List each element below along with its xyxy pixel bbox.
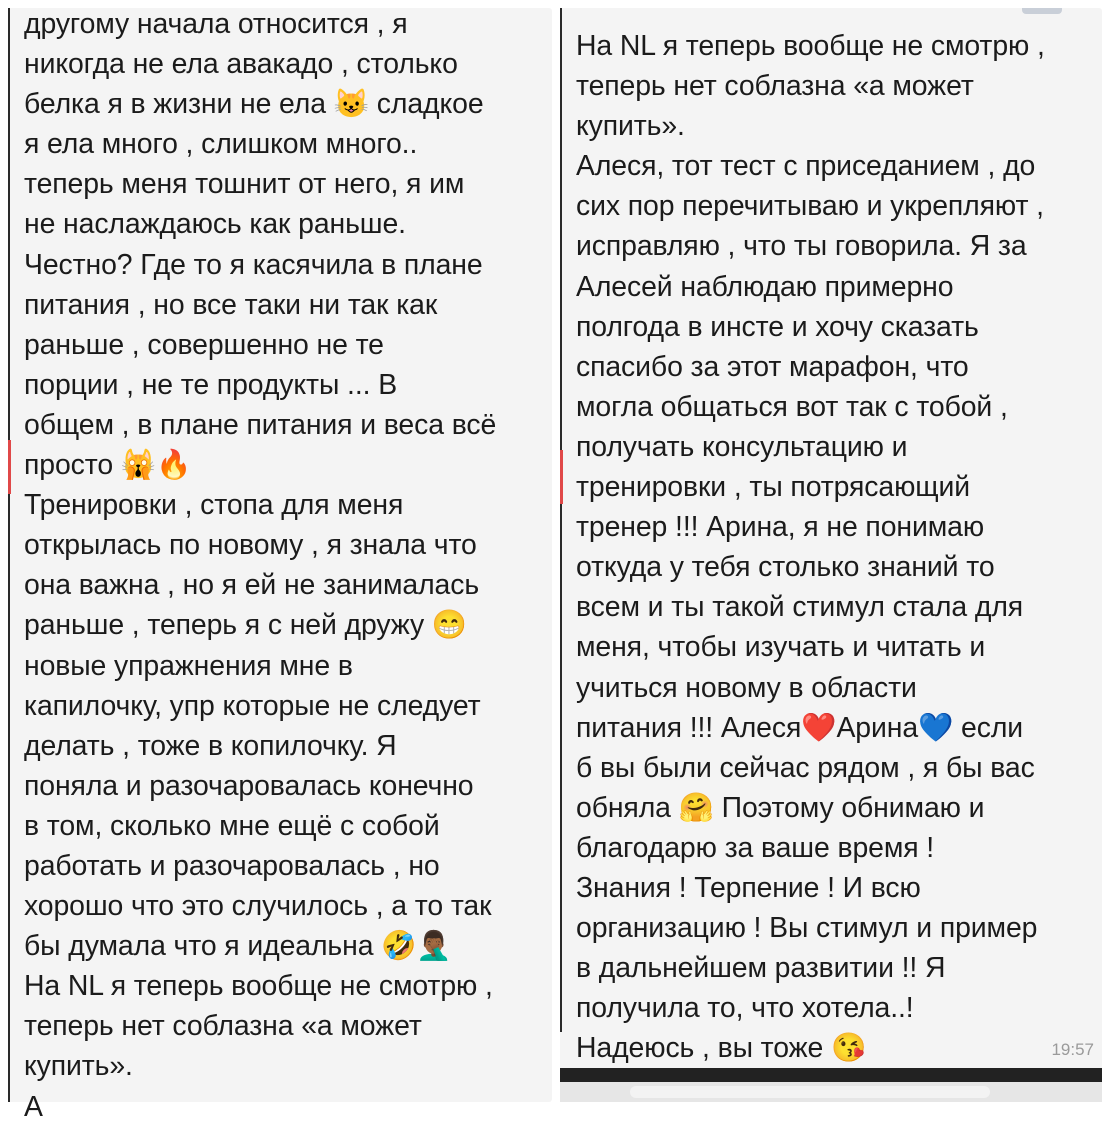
message-line: теперь нет соблазна «а может (576, 70, 974, 103)
message-line: всем и ты такой стимул стала для (576, 591, 1024, 624)
message-line: порции , не те продукты ... В (24, 368, 398, 401)
message-line: поняла и разочаровалась конечно (24, 769, 474, 802)
message-line: общем , в плане питания и веса всё (24, 408, 497, 441)
top-toolbar-edge (1022, 8, 1062, 14)
message-line: в дальнейшем развитии !! Я (576, 952, 946, 985)
message-line: купить». (576, 110, 685, 143)
right-red-marker (560, 450, 563, 504)
message-line: исправляю , что ты говорила. Я за (576, 230, 1027, 263)
message-line: бы думала что я идеальна 🤣🤦🏾‍♂️ (24, 930, 452, 963)
message-line: открылась по новому , я знала что (24, 529, 477, 562)
message-line: могла общаться вот так с тобой , (576, 390, 1008, 423)
message-line: никогда не ела авакадо , столько (24, 48, 458, 81)
message-line: тренировки , ты потрясающий (576, 471, 971, 504)
message-line: белка я в жизни не ела 😺 сладкое (24, 88, 484, 121)
message-line: тренер !!! Арина, я не понимаю (576, 511, 985, 544)
message-line: другому начала относится , я (24, 8, 408, 40)
message-line: б вы были сейчас рядом , я бы вас (576, 751, 1035, 784)
message-line: сих пор перечитываю и укрепляют , (576, 190, 1044, 223)
message-line: меня, чтобы изучать и читать и (576, 631, 986, 664)
message-line: работать и разочаровалась , но (24, 849, 440, 882)
message-line: откуда у тебя столько знаний то (576, 551, 995, 584)
message-line: А (24, 1090, 43, 1123)
message-line: теперь меня тошнит от него, я им (24, 168, 465, 201)
message-line: Знания ! Терпение ! И всю (576, 871, 921, 904)
left-message-bubble (24, 4, 496, 1127)
message-line: новые упражнения мне в (24, 649, 353, 682)
message-line: Надеюсь , вы тоже 😘 (576, 1032, 867, 1065)
message-line: хорошо что это случилось , а то так (24, 890, 492, 923)
message-line: она важна , но я ей не занималась (24, 569, 480, 602)
message-line: питания , но все таки ни так как (24, 288, 438, 321)
message-line: не наслаждаюсь как раньше. (24, 208, 406, 241)
message-line: получила то, что хотела..! (576, 992, 914, 1025)
message-line: я ела много , слишком много.. (24, 128, 418, 161)
message-line: благодарю за ваше время ! (576, 831, 935, 864)
right-message-bubble (576, 26, 1045, 1068)
message-line: спасибо за этот марафон, что (576, 350, 969, 383)
message-line: полгода в инсте и хочу сказать (576, 310, 979, 343)
message-line: раньше , совершенно не те (24, 328, 384, 361)
message-line: На NL я теперь вообще не смотрю , (576, 30, 1045, 62)
message-timestamp: 19:57 (1051, 1040, 1094, 1059)
message-line: Тренировки , стопа для меня (24, 489, 404, 522)
message-line: Честно? Где то я касячила в плане (24, 248, 483, 281)
message-line: обняла 🤗 Поэтому обнимаю и (576, 791, 985, 824)
message-left-border (8, 8, 10, 1102)
input-area-divider (560, 1068, 1102, 1082)
message-line: капилочку, упр которые не следует (24, 689, 481, 722)
right-chat-panel (560, 8, 1102, 1102)
message-left-border (560, 8, 562, 1032)
message-line: учиться новому в области (576, 671, 917, 704)
message-line: получать консультацию и (576, 430, 908, 463)
message-line: просто 🙀🔥 (24, 449, 192, 482)
message-line: организацию ! Вы стимул и пример (576, 912, 1038, 945)
message-input-field[interactable] (630, 1086, 990, 1098)
bottom-toolbar (560, 1082, 1102, 1102)
left-red-marker (8, 440, 11, 494)
message-line: теперь нет соблазна «а может (24, 1010, 422, 1043)
message-line: Алесей наблюдаю примерно (576, 270, 954, 303)
message-line: раньше , теперь я с ней дружу 😁 (24, 609, 468, 642)
message-line: На NL я теперь вообще не смотрю , (24, 970, 493, 1003)
message-line: в том, сколько мне ещё с собой (24, 809, 440, 842)
message-line: Алеся, тот тест с приседанием , до (576, 150, 1036, 183)
message-line: купить». (24, 1050, 133, 1083)
message-line: делать , тоже в копилочку. Я (24, 729, 397, 762)
left-chat-panel (8, 8, 552, 1123)
message-line: питания !!! Алеся❤️Арина💙 если (576, 711, 1024, 744)
